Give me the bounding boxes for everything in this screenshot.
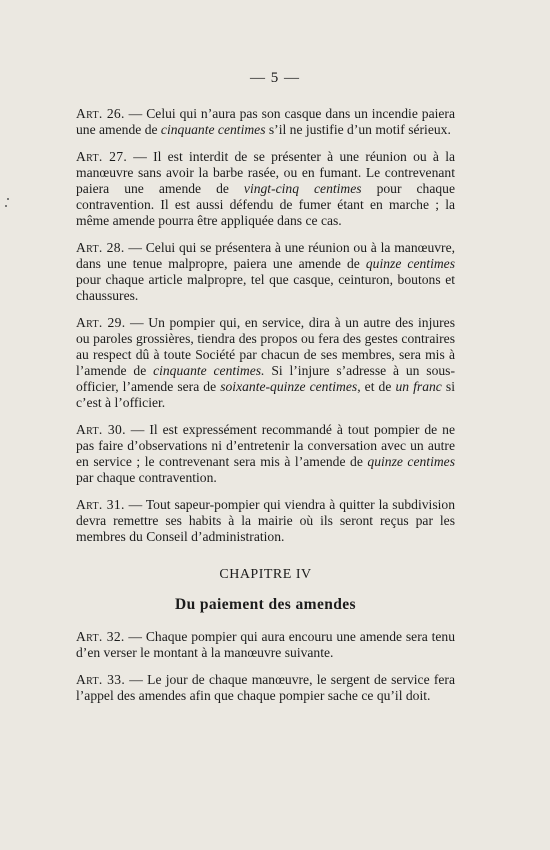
article-paragraph: [76, 240, 455, 304]
article-label: Art. 26.: [76, 106, 125, 121]
article-emphasis: cinquante centimes: [160, 122, 266, 137]
article-emphasis: quinze centimes: [365, 256, 455, 271]
chapter-heading: CHAPITRE IV: [219, 567, 312, 582]
article-emphasis: un franc: [395, 379, 442, 394]
article-label: Art. 29.: [76, 315, 126, 330]
ink-speck: [5, 205, 7, 207]
article-text: pour chaque article malpropre, tel que casque, ceinturon, boutons et chaussures.: [76, 272, 455, 303]
article-paragraph: [76, 315, 455, 411]
article-text: par chaque contravention.: [76, 470, 217, 485]
article-paragraph: [76, 422, 455, 486]
article-text: — Le jour de chaque manœuvre, le sergent de service fera l’appel des amendes afin que chaque pompier sache ce qu’il doit.: [76, 672, 455, 703]
article-paragraph: [76, 629, 455, 661]
article-text: — Celui qui se présentera à une réunion ou à la manœuvre, dans une tenue malpropre, paiera une amende de: [76, 240, 456, 271]
ink-speck: [7, 198, 9, 200]
article-emphasis: cinquante centimes.: [153, 363, 265, 378]
article-text: — Il est expressément recommandé à tout pompier de ne pas faire d’observations ni d’entretenir la conversation avec un autre en service ; le contrevenant sera mis à l’amende de: [76, 422, 455, 469]
article-label: Art. 33.: [76, 672, 126, 687]
article-label: Art. 32.: [76, 629, 125, 644]
article-label: Art. 27.: [76, 149, 128, 164]
section-heading: Du paiement des amendes: [175, 596, 356, 613]
article-text: — Celui qui n’aura pas son casque dans un incendie paiera une amende de: [76, 106, 455, 137]
article-text: — Chaque pompier qui aura encouru une amende sera tenu d’en verser le montant à la manœuvre suivante.: [76, 629, 455, 660]
article-text: si c’est à l’officier.: [76, 379, 455, 410]
articles-section-top: [76, 106, 455, 545]
article-paragraph: [76, 497, 455, 545]
article-text: pour chaque contravention. Il est aussi défendu de fumer étant en marche ; la même amende pourra être appliquée dans ce cas.: [76, 181, 455, 228]
articles-section-bottom: [76, 629, 455, 704]
document-body: [76, 106, 455, 715]
article-label: Art. 31.: [76, 497, 125, 512]
article-text: — Il est interdit de se présenter à une réunion ou à la manœuvre sans avoir la barbe rasée, ou en fumant. Le contrevenant paiera une amende de: [76, 149, 456, 196]
article-paragraph: [76, 672, 455, 704]
article-emphasis: quinze centimes: [367, 454, 455, 469]
article-text: — Un pompier qui, en service, dira à un autre des injures ou paroles grossières, tiendra des propos ou fera des gestes contraires au respect dû à toute Société par chacun de ses membres, sera mis à l’amende de: [76, 315, 456, 378]
article-text: , et de: [357, 379, 396, 394]
article-emphasis: soixante-quinze centimes: [220, 379, 358, 394]
article-label: Art. 28.: [76, 240, 125, 255]
article-text: — Tout sapeur-pompier qui viendra à quitter la subdivision devra remettre ses habits à la mairie où ils seront reçus par les membres du Conseil d’administration.: [76, 497, 455, 544]
page-number: — 5 —: [250, 70, 300, 86]
article-text: Si l’injure s’adresse à un sous-officier, l’amende sera de: [76, 363, 455, 394]
article-emphasis: vingt-cinq centimes: [243, 181, 362, 196]
article-paragraph: [76, 149, 455, 229]
article-paragraph: [76, 106, 455, 138]
article-text: s’il ne justifie d’un motif sérieux.: [265, 122, 451, 137]
article-label: Art. 30.: [76, 422, 126, 437]
